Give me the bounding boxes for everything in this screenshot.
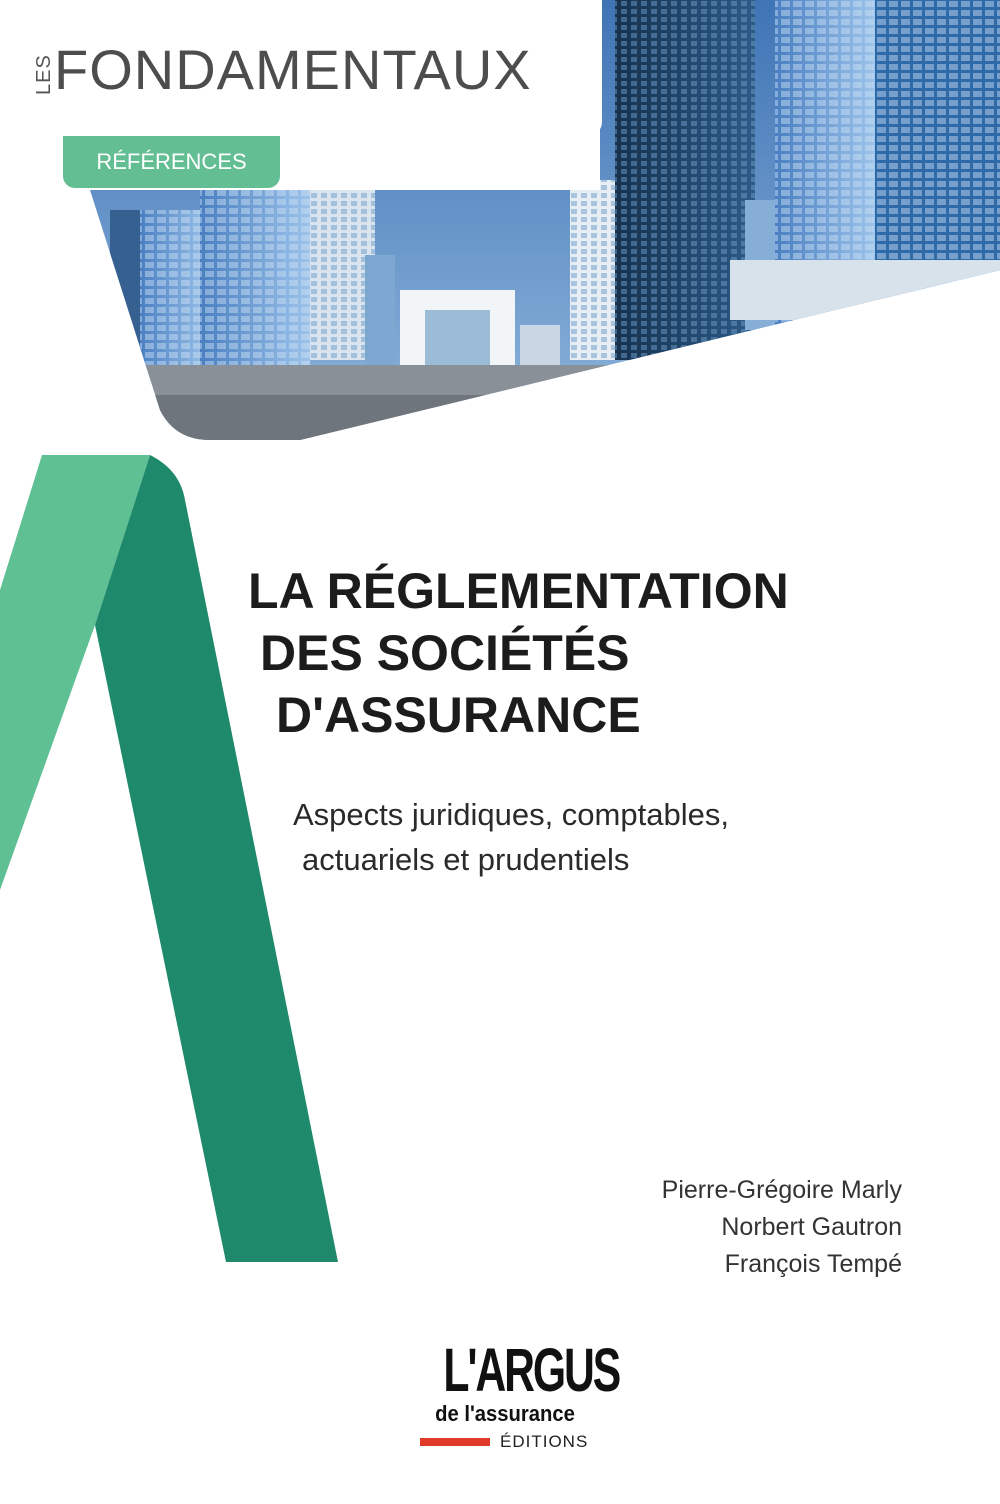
publisher-red-bar [420, 1438, 490, 1446]
author: Pierre-Grégoire Marly [661, 1176, 902, 1204]
book-title [248, 560, 789, 746]
collection-tag: RÉFÉRENCES [63, 136, 280, 188]
subtitle-line-1: Aspects juridiques, comptables, [293, 797, 729, 832]
series-name: FONDAMENTAUX [54, 38, 532, 101]
publisher-imprint: ÉDITIONS [500, 1432, 589, 1451]
title-line-3: D'ASSURANCE [276, 687, 641, 743]
title-line-1: LA RÉGLEMENTATION [248, 563, 789, 619]
author: Norbert Gautron [721, 1213, 902, 1241]
book-subtitle [293, 792, 729, 882]
author: François Tempé [724, 1250, 902, 1278]
series-prefix: LES [33, 54, 55, 95]
publisher-name: L'ARGUS [443, 1336, 620, 1404]
publisher-subname: de l'assurance [435, 1401, 575, 1426]
publisher-logo [417, 1336, 620, 1451]
authors-list [662, 1172, 902, 1283]
subtitle-line-2: actuariels et prudentiels [302, 842, 630, 877]
title-line-2: DES SOCIÉTÉS [260, 625, 630, 681]
